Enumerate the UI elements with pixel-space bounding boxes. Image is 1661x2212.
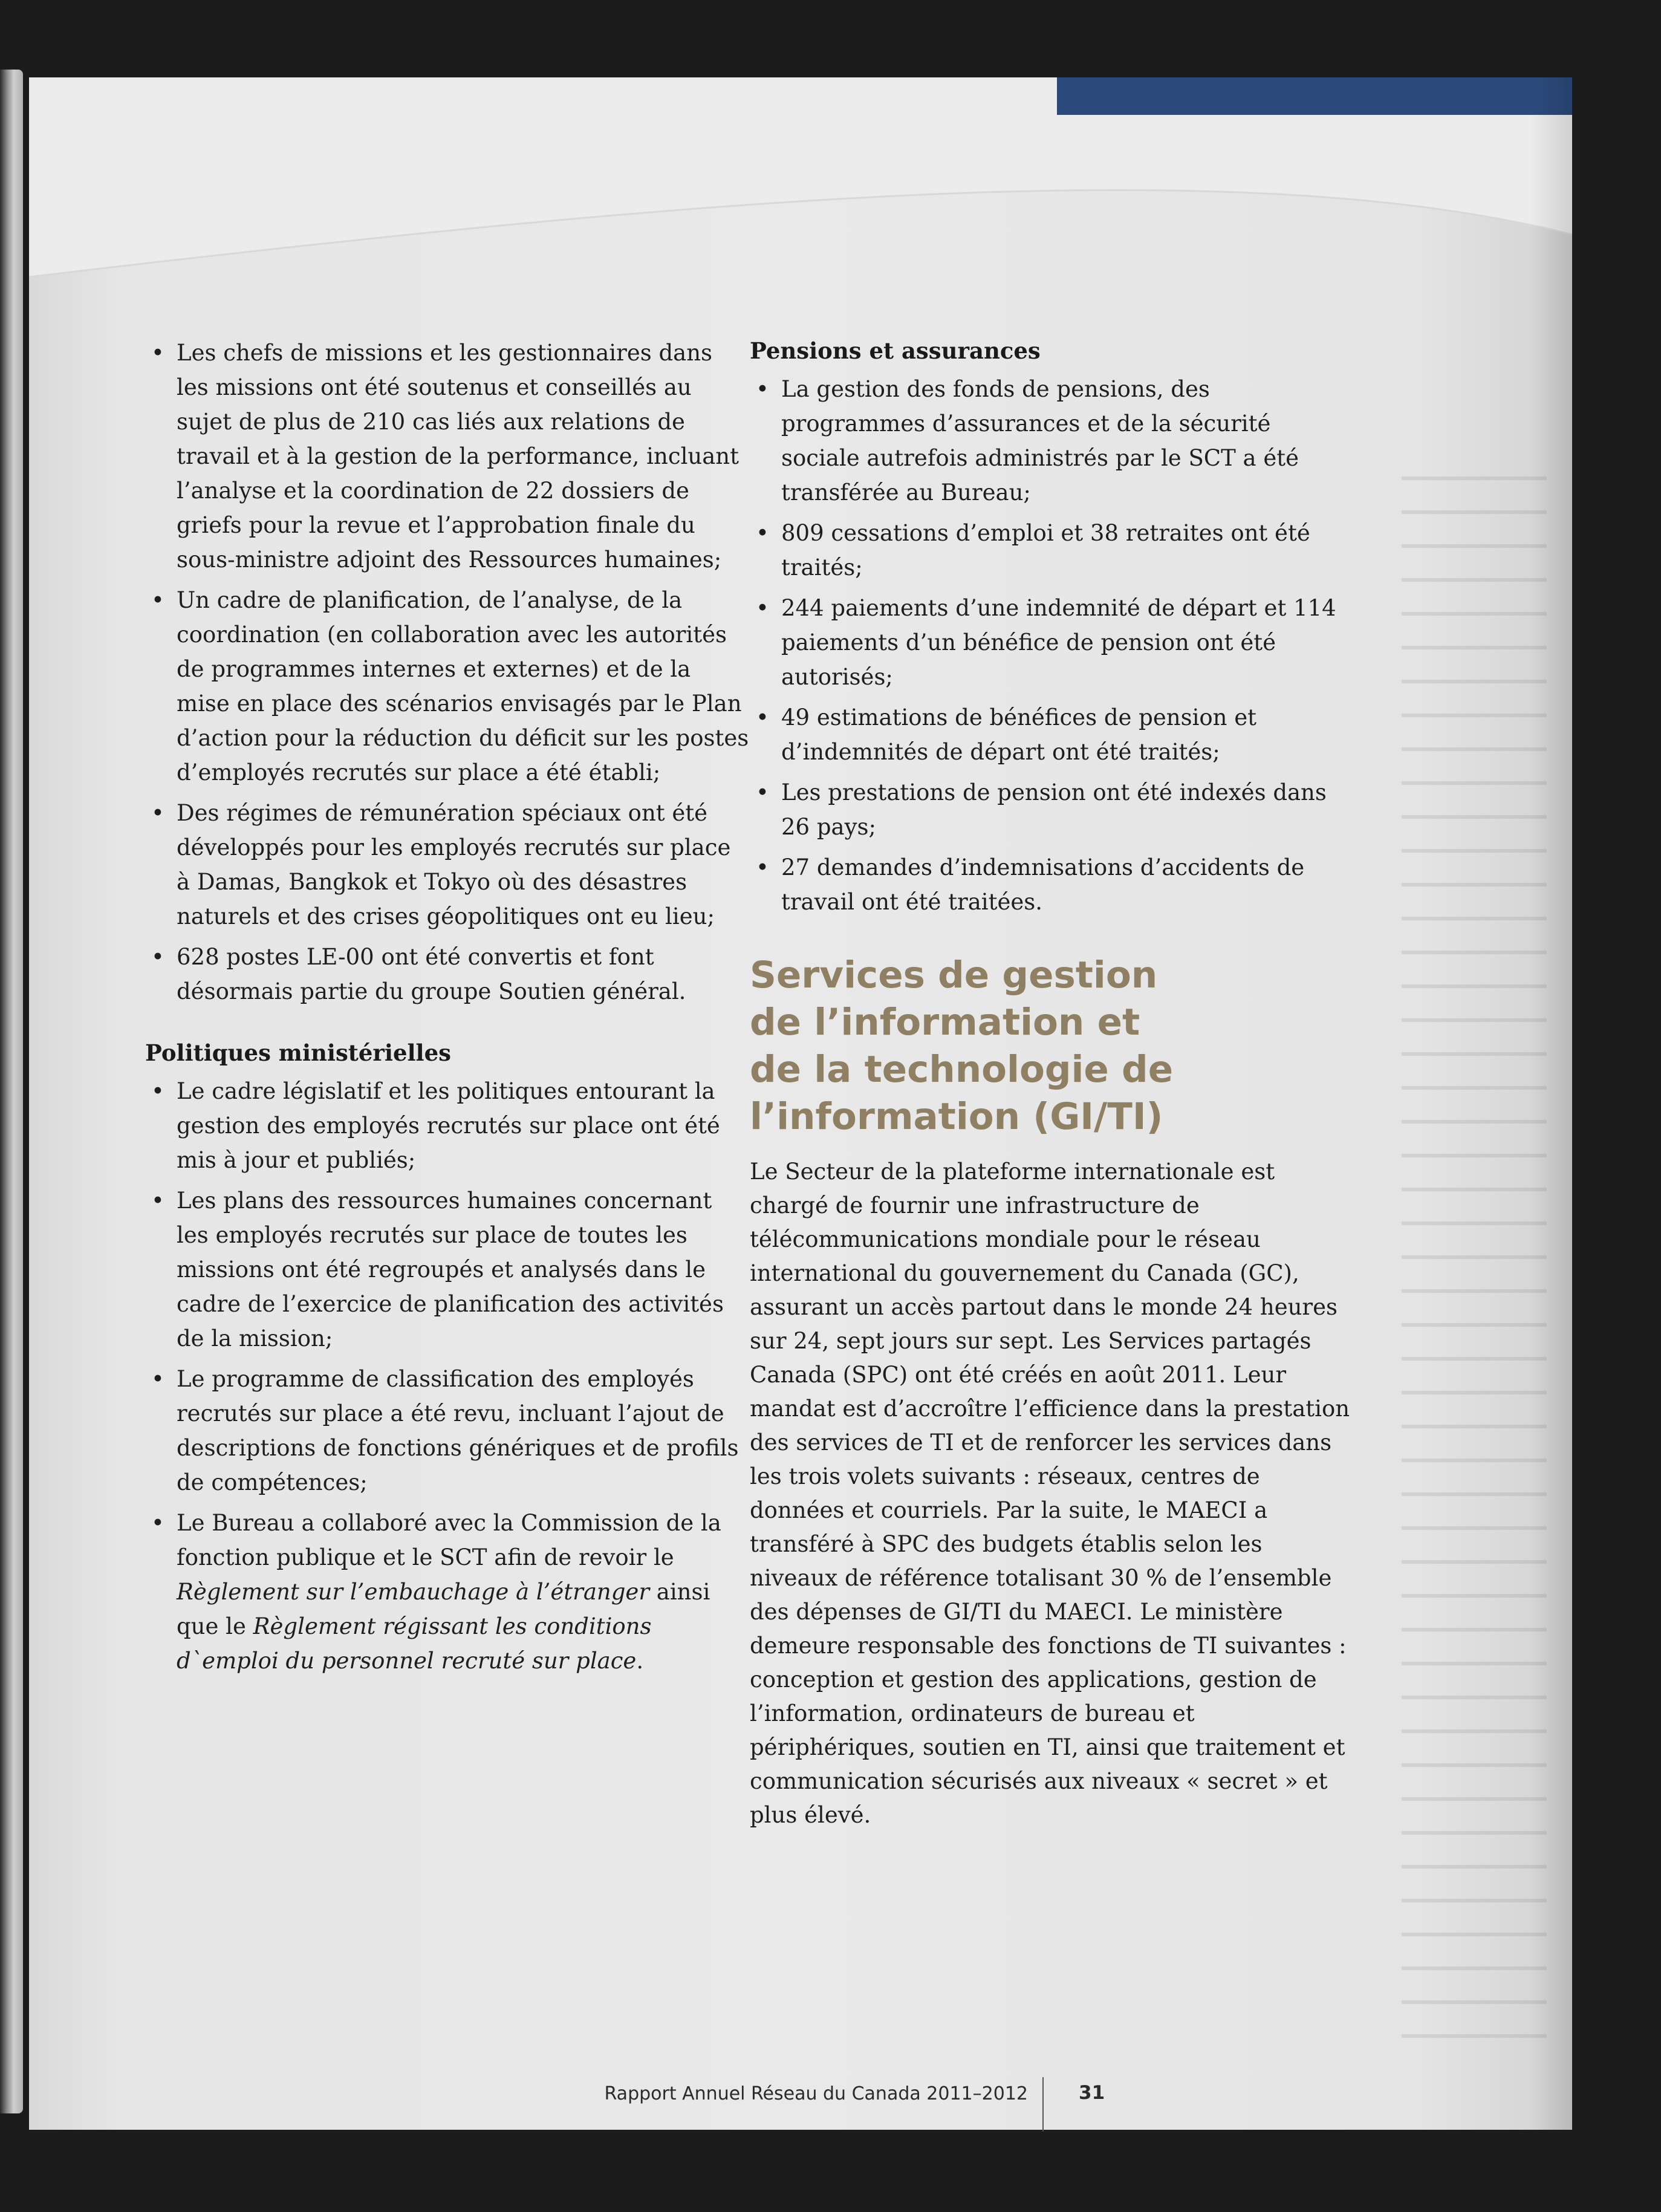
page-shadow xyxy=(1530,77,1572,2130)
bullet-text: Le programme de classification des employés recrutés sur place a été revu, incluant l’ajout de descriptions de fonctions génériques et de profils de compétences; xyxy=(177,1366,739,1495)
section-heading-line: de l’information et xyxy=(750,1001,1140,1044)
bullet-text xyxy=(177,1510,721,1674)
section-heading-line: de la technologie de xyxy=(750,1048,1174,1091)
pensions-heading: Pensions et assurances xyxy=(750,337,1041,364)
left-column xyxy=(145,336,750,1684)
bullet-icon: • xyxy=(756,854,769,880)
section-heading-line: l’information (GI/TI) xyxy=(750,1095,1163,1138)
list-item xyxy=(750,775,1354,844)
page-number: 31 xyxy=(1079,2082,1105,2104)
bleed-through-text xyxy=(1402,477,1547,2049)
footer-report-title: Rapport Annuel Réseau du Canada 2011–2012 xyxy=(604,2083,1028,2104)
list-item xyxy=(750,516,1354,585)
regulation-text-part: ainsi que le xyxy=(177,1579,710,1639)
list-item xyxy=(145,583,750,790)
list-item xyxy=(145,796,750,934)
list-item xyxy=(750,850,1354,919)
list-item xyxy=(145,1074,750,1177)
bullet-icon: • xyxy=(151,340,164,366)
list-item xyxy=(145,1362,750,1500)
list-item xyxy=(750,700,1354,769)
list-item xyxy=(750,372,1354,510)
regulation-text-part: Le Bureau a collaboré avec la Commission de la fonction publique et le SCT afin de revoir le xyxy=(177,1510,721,1570)
bullet-text: Les prestations de pension ont été indexés dans 26 pays; xyxy=(781,779,1327,840)
bullet-text: Un cadre de planification, de l’analyse, de la coordination (en collaboration avec les autorités de programmes internes et externes) et de la mise en place des scénarios envisagés par le Plan d’action pour la réduction du déficit sur les postes d’employés recrutés sur place a été établi; xyxy=(177,587,749,786)
right-column xyxy=(750,336,1354,1832)
bullet-text: 809 cessations d’emploi et 38 retraites ont été traités; xyxy=(781,520,1310,581)
bullet-icon: • xyxy=(151,1366,164,1392)
list-item xyxy=(145,1506,750,1678)
bullet-icon: • xyxy=(151,1510,164,1536)
bullet-text: La gestion des fonds de pensions, des programmes d’assurances et de la sécurité sociale autrefois administrés par le SCT a été transférée au Bureau; xyxy=(781,376,1299,506)
footer-divider xyxy=(1042,2077,1044,2132)
bullet-text: 49 estimations de bénéfices de pension et d’indemnités de départ ont été traités; xyxy=(781,704,1257,765)
policies-bullet-list xyxy=(145,1074,750,1678)
bullet-icon: • xyxy=(151,944,164,970)
bullet-text: Le cadre législatif et les politiques entourant la gestion des employés recrutés sur place ont été mis à jour et publiés; xyxy=(177,1078,720,1173)
policies-heading: Politiques ministérielles xyxy=(145,1039,451,1066)
regulation-text-part: . xyxy=(636,1648,644,1674)
section-heading xyxy=(750,952,1354,1140)
bullet-icon: • xyxy=(756,779,769,805)
pensions-bullet-list xyxy=(750,372,1354,919)
bullet-icon: • xyxy=(151,587,164,613)
list-item xyxy=(750,591,1354,694)
intro-bullet-list xyxy=(145,336,750,1009)
regulation-title: Règlement sur l’embauchage à l’étranger xyxy=(177,1579,650,1605)
bullet-icon: • xyxy=(756,520,769,546)
list-item xyxy=(145,940,750,1009)
list-item xyxy=(145,1183,750,1356)
bullet-text: 244 paiements d’une indemnité de départ et 114 paiements d’un bénéfice de pension ont été autorisés; xyxy=(781,595,1336,690)
list-item xyxy=(145,336,750,577)
bullet-icon: • xyxy=(756,376,769,402)
regulation-title: Règlement régissant les conditions d`emploi du personnel recruté sur place xyxy=(177,1613,652,1674)
bullet-text: Des régimes de rémunération spéciaux ont été développés pour les employés recrutés sur place à Damas, Bangkok et Tokyo où des désastres naturels et des crises géopolitiques ont eu lieu; xyxy=(177,800,731,929)
section-body: Le Secteur de la plateforme internationale est chargé de fournir une infrastructure de télécommunications mondiale pour le réseau international du gouvernement du Canada (GC), assurant un accès partout dans le monde 24 heures sur 24, sept jours sur sept. Les Services partagés Canada (SPC) ont été créés en août 2011. Leur mandat est d’accroître l’efficience dans la prestation des services de TI et de renforcer les services dans les trois volets suivants : réseaux, centres de données et courriels. Par la suite, le MAECI a transféré à SPC des budgets établis selon les niveaux de référence totalisant 30 % de l’ensemble des dépenses de GI/TI du MAECI. Le ministère demeure responsable des fonctions de TI suivantes : conception et gestion des applications, gestion de l’information, ordinateurs de bureau et périphériques, soutien en TI, ainsi que traitement et communication sécurisés aux niveaux « secret » et plus élevé. xyxy=(750,1159,1350,1828)
bullet-icon: • xyxy=(151,1078,164,1104)
header-accent-bar xyxy=(1057,77,1572,115)
bullet-icon: • xyxy=(756,704,769,730)
bullet-text: Les plans des ressources humaines concernant les employés recrutés sur place de toutes les missions ont été regroupés et analysés dans le cadre de l’exercice de planification des activités de la mission; xyxy=(177,1188,724,1352)
bullet-icon: • xyxy=(756,595,769,621)
bullet-text: 27 demandes d’indemnisations d’accidents de travail ont été traitées. xyxy=(781,854,1305,915)
bullet-icon: • xyxy=(151,1188,164,1214)
page-footer xyxy=(605,2077,1475,2126)
section-heading-line: Services de gestion xyxy=(750,954,1158,997)
left-page-edge xyxy=(0,70,23,2113)
bullet-text: Les chefs de missions et les gestionnaires dans les missions ont été soutenus et conseillés au sujet de plus de 210 cas liés aux relations de travail et à la gestion de la performance, incluant l’analyse et la coordination de 22 dossiers de griefs pour la revue et l’approbation finale du sous-ministre adjoint des Ressources humaines; xyxy=(177,340,739,573)
bullet-text: 628 postes LE-00 ont été convertis et font désormais partie du groupe Soutien général. xyxy=(177,944,686,1004)
bullet-icon: • xyxy=(151,800,164,826)
